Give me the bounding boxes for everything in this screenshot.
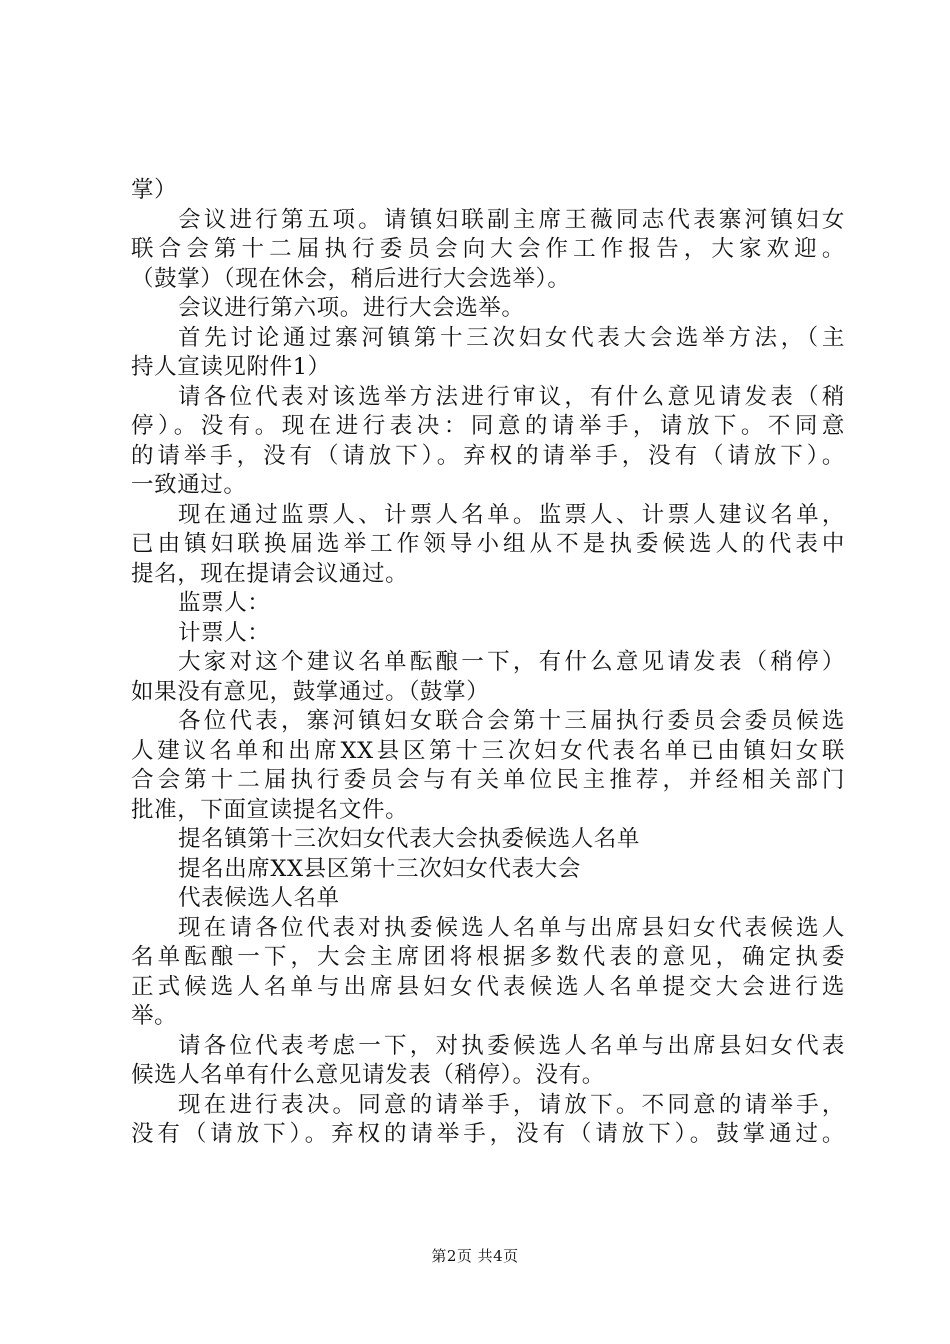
document-body — [131, 176, 845, 1150]
paragraph-line: 候选人名单有什么意见请发表（稍停）。没有。 — [131, 1062, 605, 1088]
paragraph-line: 提名，现在提请会议通过。 — [131, 560, 409, 587]
paragraph-line: 首先讨论通过寨河镇第十三次妇女代表大会选举方法，（主 — [178, 324, 845, 351]
paragraph-line: 监票人： — [178, 590, 271, 616]
paragraph-line: 提名镇第十三次妇女代表大会执委候选人名单 — [178, 826, 641, 852]
paragraph-line: 现在请各位代表对执委候选人名单与出席县妇女代表候选人 — [178, 914, 845, 941]
paragraph-line: 会议进行第五项。请镇妇联副主席王薇同志代表寨河镇妇女 — [178, 206, 845, 233]
paragraph-line: 现在进行表决。同意的请举手，请放下。不同意的请举手， — [178, 1091, 845, 1118]
paragraph-line: 停）。没有。现在进行表决：同意的请举手，请放下。不同意 — [131, 413, 845, 439]
paragraph-line: （鼓掌）（现在休会，稍后进行大会选举）。 — [131, 265, 571, 292]
paragraph-line: 正式候选人名单与出席县妇女代表候选人名单提交大会进行选 — [131, 973, 845, 1000]
paragraph-line: 掌） — [131, 177, 178, 203]
paragraph-line: 没有（请放下）。弃权的请举手，没有（请放下）。鼓掌通过。 — [131, 1121, 845, 1147]
paragraph-line: 请各位代表对该选举方法进行审议，有什么意见请发表（稍 — [178, 383, 845, 410]
paragraph-line: 举。 — [131, 1003, 178, 1029]
paragraph-line: 已由镇妇联换届选举工作领导小组从不是执委候选人的代表中 — [131, 531, 845, 557]
paragraph-line: 人建议名单和出席XX县区第十三次妇女代表名单已由镇妇女联 — [131, 737, 845, 764]
paragraph-line: 提名出席XX县区第十三次妇女代表大会 — [178, 855, 581, 882]
paragraph-line: 的请举手，没有（请放下）。弃权的请举手，没有（请放下）。 — [131, 442, 845, 469]
paragraph-line: 如果没有意见，鼓掌通过。（鼓掌） — [131, 678, 490, 705]
paragraph-line: 合会第十二届执行委员会与有关单位民主推荐，并经相关部门 — [131, 767, 845, 793]
page-number-footer: 第2页 共4页 — [431, 1247, 519, 1265]
paragraph-line: 现在通过监票人、计票人名单。监票人、计票人建议名单， — [178, 501, 845, 528]
paragraph-line: 名单酝酿一下，大会主席团将根据多数代表的意见，确定执委 — [131, 944, 845, 970]
paragraph-line: 大家对这个建议名单酝酿一下，有什么意见请发表（稍停） — [178, 649, 845, 675]
paragraph-line: 请各位代表考虑一下，对执委候选人名单与出席县妇女代表 — [178, 1032, 845, 1059]
paragraph-line: 各位代表，寨河镇妇女联合会第十三届执行委员会委员候选 — [178, 708, 845, 734]
paragraph-line: 批准，下面宣读提名文件。 — [131, 796, 409, 823]
paragraph-line: 持人宣读见附件1） — [131, 354, 331, 380]
paragraph-line: 计票人： — [178, 619, 271, 646]
paragraph-line: 联合会第十二届执行委员会向大会作工作报告，大家欢迎。 — [131, 236, 845, 262]
paragraph-line: 会议进行第六项。进行大会选举。 — [178, 295, 525, 321]
paragraph-line: 一致通过。 — [131, 472, 247, 498]
paragraph-line: 代表候选人名单 — [178, 885, 340, 911]
